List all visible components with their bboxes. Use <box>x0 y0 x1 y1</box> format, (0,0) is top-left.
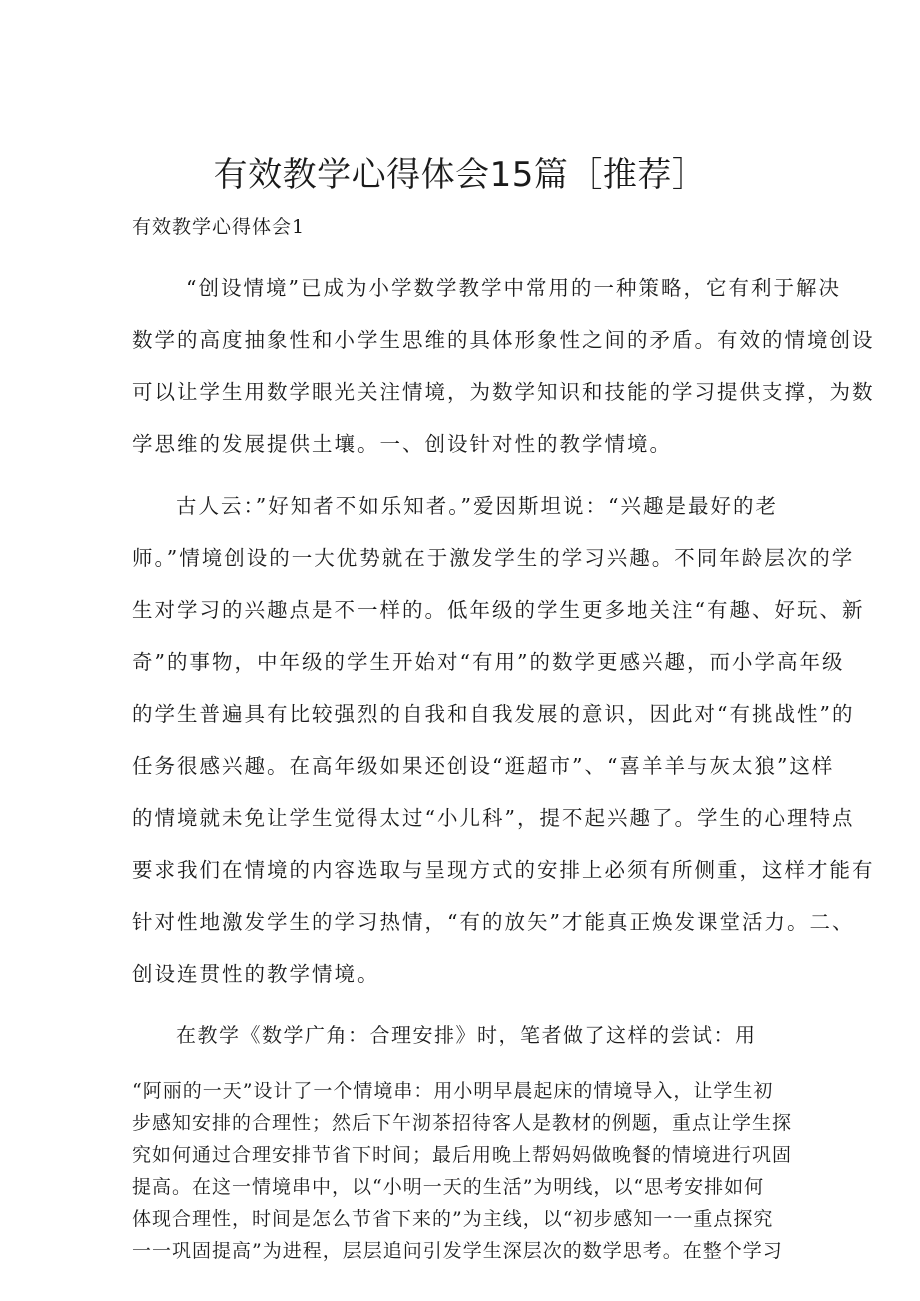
paragraph-line: 体现合理性，时间是怎么节省下来的”为主线，以“初步感知一一重点探究 <box>132 1208 774 1230</box>
paragraph-line: “创设情境”已成为小学数学教学中常用的一种策略，它有利于解决 <box>186 276 841 300</box>
paragraph-line: 可以让学生用数学眼光关注情境，为数学知识和技能的学习提供支撑，为数 <box>132 380 875 404</box>
paragraph-line: 创设连贯性的教学情境。 <box>132 962 380 986</box>
section-heading: 有效教学心得体会1 <box>132 216 306 238</box>
paragraph-line: 步感知安排的合理性；然后下午沏茶招待客人是教材的例题，重点让学生探 <box>132 1112 793 1134</box>
paragraph-line: 古人云：”好知者不如乐知者。”爱因斯坦说：“兴趣是最好的老 <box>176 494 778 518</box>
paragraph-line: 奇”的事物，中年级的学生开始对“有用”的数学更感兴趣，而小学高年级 <box>132 650 845 674</box>
paragraph-line: 数学的高度抽象性和小学生思维的具体形象性之间的矛盾。有效的情境创设 <box>132 328 875 352</box>
paragraph-line: 针对性地激发学生的学习热情，“有的放矢”才能真正焕发课堂活力。二、 <box>132 910 855 934</box>
paragraph-line: 生对学习的兴趣点是不一样的。低年级的学生更多地关注“有趣、好玩、新 <box>132 598 865 622</box>
paragraph-line: 要求我们在情境的内容选取与呈现方式的安排上必须有所侧重，这样才能有 <box>132 858 875 882</box>
paragraph-line: 究如何通过合理安排节省下时间；最后用晚上帮妈妈做晚餐的情境进行巩固 <box>132 1144 793 1166</box>
paragraph-line: 的学生普遍具有比较强烈的自我和自我发展的意识，因此对“有挑战性”的 <box>132 702 855 726</box>
document-title: 有效教学心得体会15篇［推荐］ <box>213 155 707 195</box>
paragraph-line: 在教学《数学广角：合理安排》时，笔者做了这样的尝试：用 <box>176 1023 757 1047</box>
paragraph-line: 任务很感兴趣。在高年级如果还创设“逛超市”、“喜羊羊与灰太狼”这样 <box>132 754 835 778</box>
paragraph-line: 学思维的发展提供土壤。一、创设针对性的教学情境。 <box>132 432 672 456</box>
paragraph-line: 一一巩固提高”为进程，层层追问引发学生深层次的数学思考。在整个学习 <box>132 1240 783 1262</box>
paragraph-line: 的情境就未免让学生觉得太过“小儿科”，提不起兴趣了。学生的心理特点 <box>132 806 855 830</box>
paragraph-line: 提高。在这一情境串中，以“小明一天的生活”为明线，以“思考安排如何 <box>132 1176 765 1198</box>
paragraph-line: “阿丽的一天”设计了一个情境串：用小明早晨起床的情境导入，让学生初 <box>132 1080 774 1102</box>
paragraph-line: 师。”情境创设的一大优势就在于激发学生的学习兴趣。不同年龄层次的学 <box>132 546 855 570</box>
